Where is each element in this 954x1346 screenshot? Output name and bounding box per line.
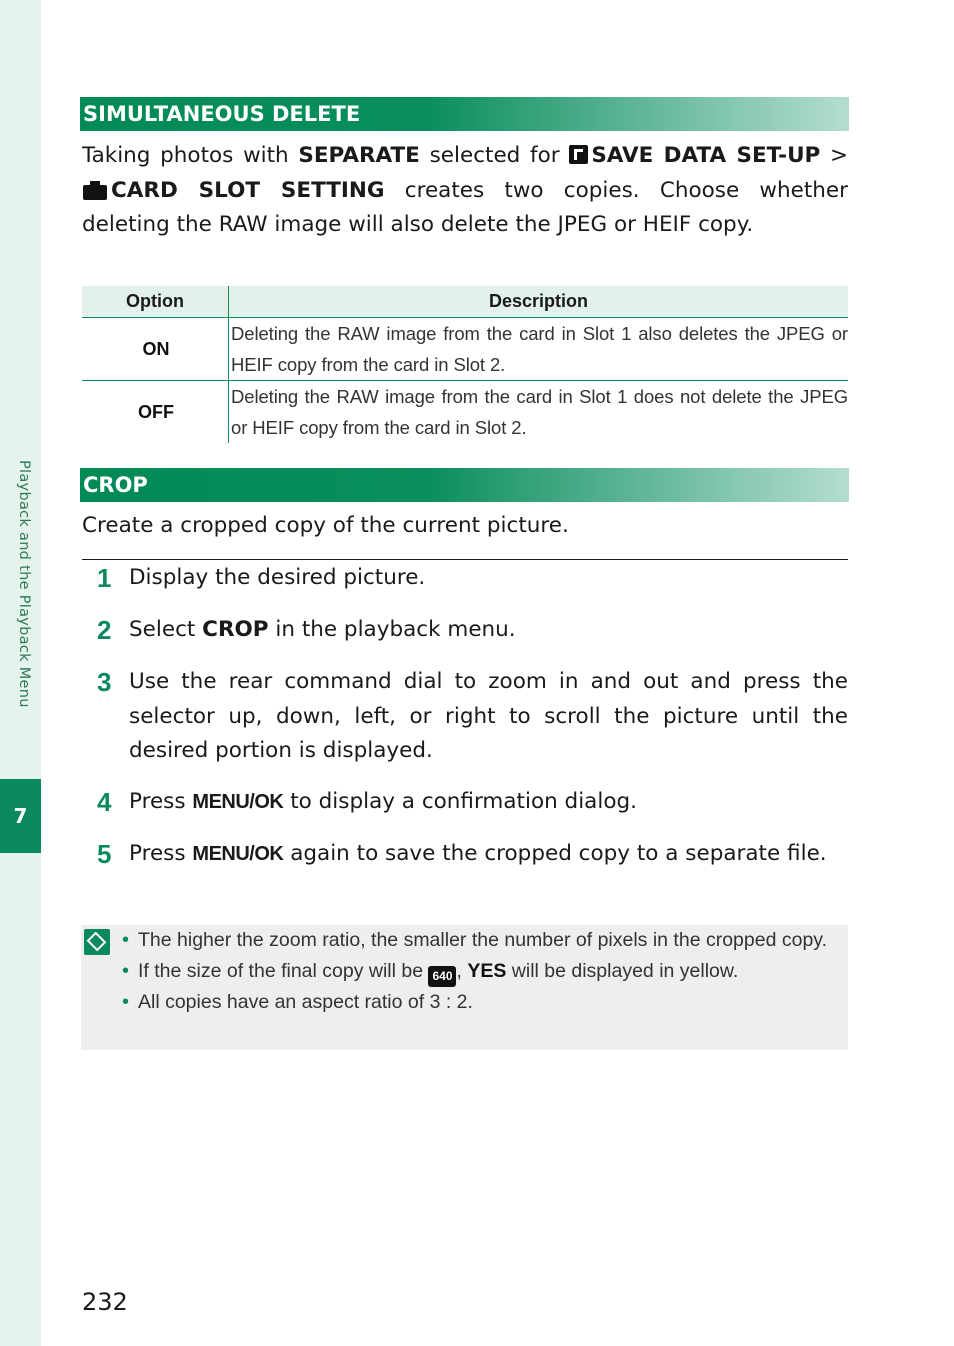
note-text: If the size of the final copy will be [138, 960, 429, 982]
step-text [129, 613, 848, 648]
intro-text: selected for [419, 143, 570, 168]
step-text [129, 837, 848, 872]
step-number: 3 [97, 667, 112, 697]
table-row [82, 318, 848, 381]
intro-bold-card-slot: CARD SLOT SETTING [111, 177, 385, 203]
options-table [82, 286, 848, 443]
intro-bold-save-data: SAVE DATA SET-UP [591, 143, 821, 168]
column-header-option: Option [82, 286, 229, 318]
table-header-row [82, 286, 848, 318]
option-cell: ON [82, 318, 229, 381]
chapter-label: Playback and the Playback Menu [16, 460, 32, 708]
step-text: Use the rear command dial to zoom in and out and press the selector up, down, left, or right to scroll the picture until the desired portion is displayed. [129, 669, 848, 763]
step-number: 5 [97, 839, 112, 869]
chapter-number: 7 [0, 779, 41, 853]
camera-icon [82, 180, 108, 199]
menu-ok-key: MENU/OK [192, 843, 284, 865]
step-number: 4 [97, 787, 112, 817]
step-text-part: in the playback menu. [268, 617, 516, 642]
list-item: • The higher the zoom ratio, the smaller the number of pixels in the cropped copy. [120, 925, 844, 956]
divider [82, 559, 848, 560]
section-heading-crop: CROP [80, 468, 849, 502]
list-item [120, 956, 844, 987]
step-number: 1 [97, 563, 112, 593]
note-text: , [456, 960, 468, 982]
intro-bold-separate: SEPARATE [298, 143, 420, 168]
menu-ok-key: MENU/OK [192, 791, 284, 813]
list-item: • All copies have an aspect ratio of 3 : 2. [120, 987, 844, 1018]
step-text-part: Press [129, 841, 193, 866]
intro-text: > [820, 143, 848, 168]
intro-text: Taking photos with [82, 143, 299, 168]
table-row [82, 381, 848, 444]
step-number: 2 [97, 615, 112, 645]
column-header-description: Description [229, 286, 849, 318]
section1-intro [82, 139, 848, 243]
step-text-part: Select [129, 617, 203, 642]
description-cell: Deleting the RAW image from the card in Slot 1 also deletes the JPEG or HEIF copy from the card in Slot 2. [229, 318, 849, 381]
step-text [129, 785, 848, 820]
intro-text: creates two copies. Choose whether deleting the RAW image will also delete the JPEG or HEIF copy. [82, 177, 848, 237]
note-pencil-icon [84, 929, 110, 955]
image-size-icon: 640 [428, 966, 456, 987]
step-text-part: Press [129, 789, 193, 814]
note-bold-yes: YES [467, 960, 507, 982]
page-number: 232 [82, 1288, 128, 1316]
note-list [120, 925, 844, 1018]
step-text-part: to display a confirmation dialog. [283, 789, 637, 814]
notes-box [81, 925, 848, 1050]
step-text: Display the desired picture. [129, 565, 426, 590]
crop-intro: Create a cropped copy of the current picture. [82, 513, 569, 538]
description-cell: Deleting the RAW image from the card in Slot 1 does not delete the JPEG or HEIF copy from the card in Slot 2. [231, 386, 848, 438]
step-text-part: again to save the cropped copy to a separate file. [283, 841, 827, 866]
note-text: will be displayed in yellow. [506, 960, 739, 982]
wrench-icon [569, 145, 588, 164]
option-cell: OFF [82, 381, 229, 444]
step-menu-item: CROP [202, 617, 269, 642]
section-heading-simultaneous-delete: SIMULTANEOUS DELETE [80, 97, 849, 131]
